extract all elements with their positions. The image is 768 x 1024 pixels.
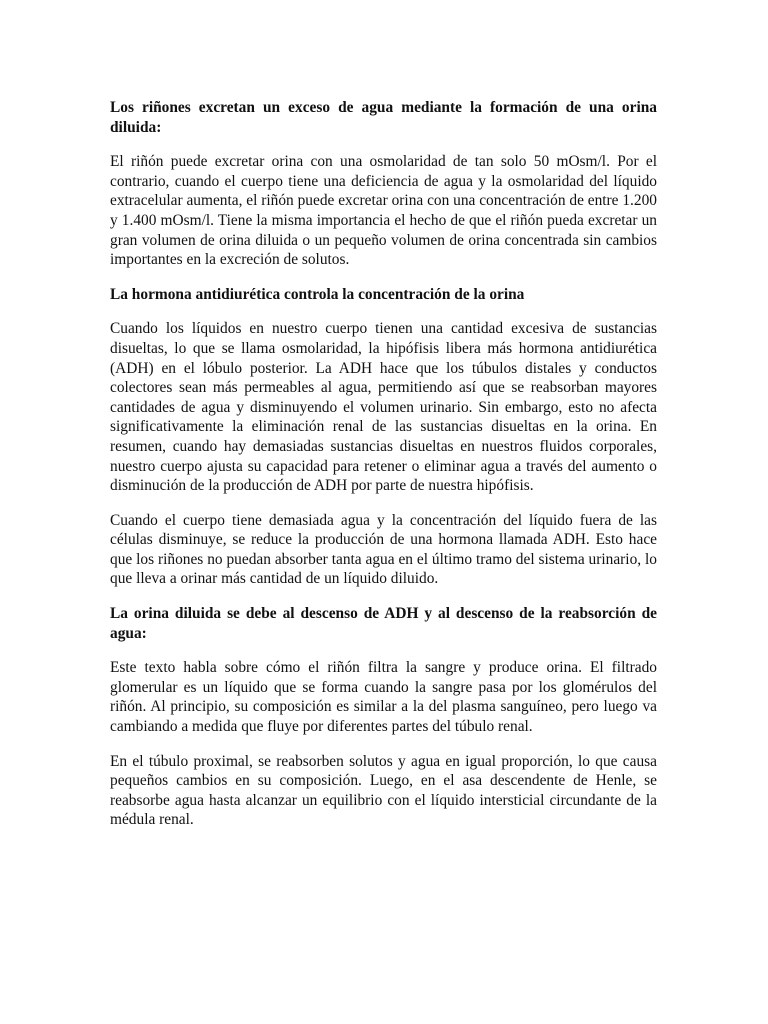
paragraph: El riñón puede excretar orina con una osmolaridad de tan solo 50 mOsm/l. Por el contrario, cuando el cuerpo tiene una deficiencia de agua y la osmolaridad del líquido extracelular aumenta, el riñón puede excretar orina con una concentración de entre 1.200 y 1.400 mOsm/l. Tiene la misma importancia el hecho de que el riñón pueda excretar un gran volumen de orina diluida o un pequeño volumen de orina concentrada sin cambios importantes en la excreción de solutos. [110,153,657,269]
paragraph: Cuando los líquidos en nuestro cuerpo tienen una cantidad excesiva de sustancias disueltas, lo que se llama osmolaridad, la hipófisis libera más hormona antidiurética (ADH) en el lóbulo posterior. La ADH hace que los túbulos distales y conductos colectores sean más permeables al agua, permitiendo así que se reabsorban mayores cantidades de agua y disminuyendo el volumen urinario. Sin embargo, esto no afecta significativamente la eliminación renal de las sustancias disueltas en la orina. En resumen, cuando hay demasiadas sustancias disueltas en nuestros fluidos corporales, nuestro cuerpo ajusta su capacidad para retener o eliminar agua a través del aumento o disminución de la producción de ADH por parte de nuestra hipófisis. [110,320,657,495]
paragraph: En el túbulo proximal, se reabsorben solutos y agua en igual proporción, lo que causa pequeños cambios en su composición. Luego, en el asa descendente de Henle, se reabsorbe agua hasta alcanzar un equilibrio con el líquido intersticial circundante de la médula renal. [110,752,657,829]
section-heading: La hormona antidiurética controla la concentración de la orina [110,285,525,303]
section-heading: La orina diluida se debe al descenso de ADH y al descenso de la reabsorción de agua: [110,605,657,642]
paragraph: Este texto habla sobre cómo el riñón filtra la sangre y produce orina. El filtrado glomerular es un líquido que se forma cuando la sangre pasa por los glomérulos del riñón. Al principio, su composición es similar a la del plasma sanguíneo, pero luego va cambiando a medida que fluye por diferentes partes del túbulo renal. [110,659,657,736]
document-page [110,98,657,845]
paragraph: Cuando el cuerpo tiene demasiada agua y la concentración del líquido fuera de las células disminuye, se reduce la producción de una hormona llamada ADH. Esto hace que los riñones no puedan absorber tanta agua en el último tramo del sistema urinario, lo que lleva a orinar más cantidad de un líquido diluido. [110,511,657,588]
section-heading: Los riñones excretan un exceso de agua mediante la formación de una orina diluida: [110,99,657,136]
